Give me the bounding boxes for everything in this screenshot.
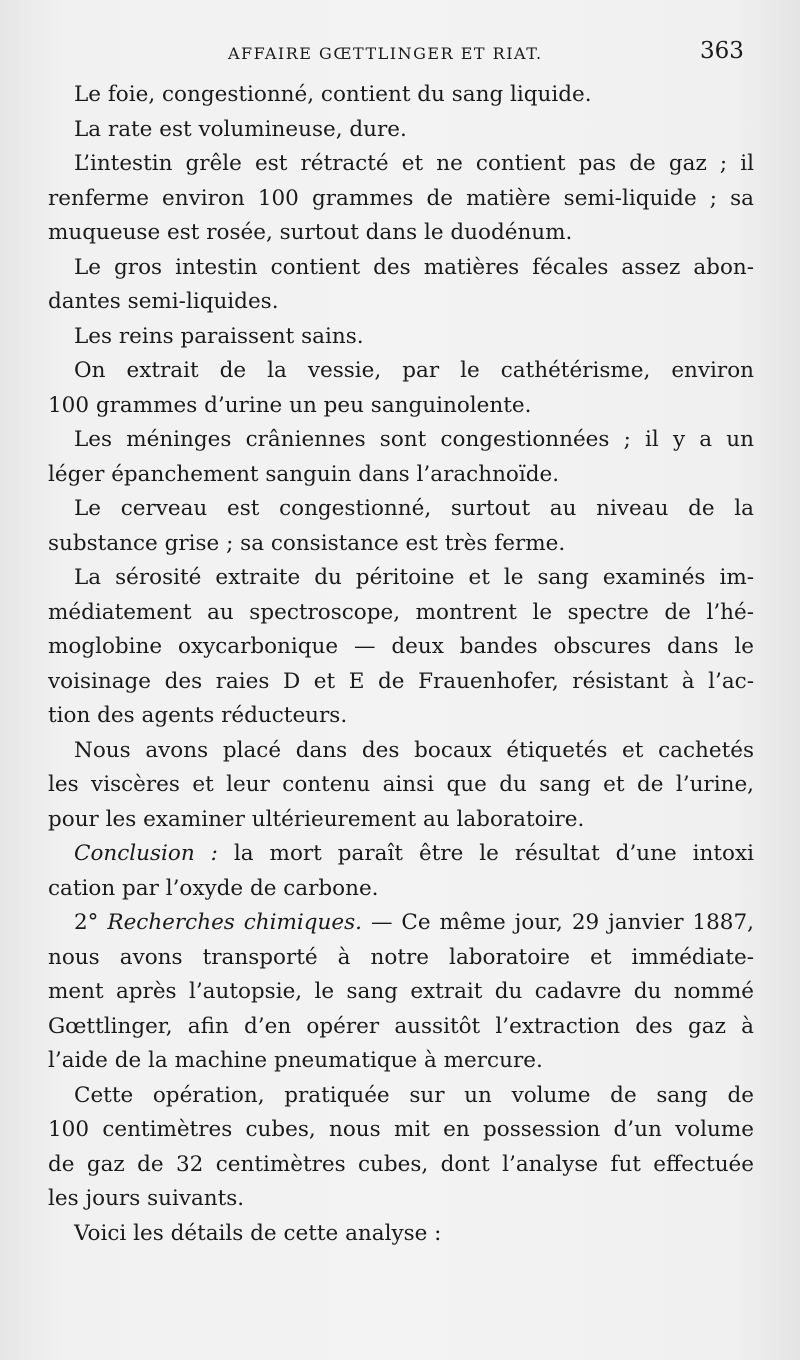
text-line: substance grise ; sa consistance est très ferme. [48, 530, 566, 556]
section-heading: Recherches chimiques. [107, 910, 362, 935]
text-line: Le cerveau est congestionné, surtout au niveau de la [74, 496, 754, 521]
text-line: les jours suivants. [48, 1186, 245, 1211]
page-header [0, 36, 800, 70]
text-line: La rate est volumineuse, dure. [74, 116, 407, 142]
text-line [48, 837, 754, 872]
text-line: dantes semi-liquides. [48, 289, 279, 314]
text-line: La sérosité extraite du péritoine et le sang examinés im- [74, 565, 754, 590]
text-line: L’intestin grêle est rétracté et ne contient pas de gaz ; il [74, 151, 754, 176]
text-line: tion des agents réducteurs. [48, 703, 348, 728]
text-line: Les reins paraissent sains. [74, 323, 364, 349]
page-number: 363 [700, 38, 744, 64]
text-line: muqueuse est rosée, surtout dans le duodénum. [48, 220, 573, 245]
text-line: Le foie, congestionné, contient du sang liquide. [74, 82, 592, 107]
text-line: pour les examiner ultérieurement au laboratoire. [48, 806, 585, 832]
text-line: Cette opération, pratiquée sur un volume de sang de [74, 1082, 754, 1108]
text-line: de gaz de 32 centimètres cubes, dont l’analyse fut effectuée [48, 1151, 754, 1177]
section-number: 2° [74, 910, 108, 935]
text-line: Les méninges crâniennes sont congestionnées ; il y a un [74, 427, 754, 452]
text-line: les viscères et leur contenu ainsi que du sang et de l’urine, [48, 772, 754, 797]
text-line: Le gros intestin contient des matières fécales assez abon- [74, 254, 754, 280]
text-run: — Ce même jour, 29 janvier 1887, [362, 910, 754, 935]
text-line: renferme environ 100 grammes de matière semi-liquide ; sa [48, 185, 754, 211]
text-line: l’aide de la machine pneumatique à mercure. [48, 1048, 543, 1073]
conclusion-label: Conclusion : [74, 841, 218, 866]
text-line: Voici les détails de cette analyse : [74, 1220, 442, 1246]
text-line [48, 906, 754, 941]
text-line: voisinage des raies D et E de Frauenhofer, résistant à l’ac- [48, 668, 754, 694]
text-line: médiatement au spectroscope, montrent le spectre de l’hé- [48, 599, 754, 625]
text-run: la mort paraît être le résultat d’une intoxi [217, 841, 754, 866]
text-line: moglobine oxycarbonique — deux bandes obscures dans le [48, 634, 754, 659]
text-line: Nous avons placé dans des bocaux étiquetés et cachetés [74, 737, 754, 763]
text-line: ment après l’autopsie, le sang extrait du cadavre du nommé [48, 979, 754, 1004]
body-text [48, 78, 754, 1251]
text-line: cation par l’oxyde de carbone. [48, 875, 379, 901]
text-line: 100 grammes d’urine un peu sanguinolente. [48, 392, 532, 418]
text-line: 100 centimètres cubes, nous mit en possession d’un volume [48, 1117, 754, 1142]
running-title: AFFAIRE GŒTTLINGER ET RIAT. [228, 44, 543, 63]
text-line: On extrait de la vessie, par le cathétérisme, environ [74, 358, 754, 383]
text-line: léger épanchement sanguin dans l’arachnoïde. [48, 461, 560, 487]
text-line: Gœttlinger, afin d’en opérer aussitôt l’extraction des gaz à [48, 1013, 754, 1039]
text-line: nous avons transporté à notre laboratoire et immédiate- [48, 944, 754, 970]
